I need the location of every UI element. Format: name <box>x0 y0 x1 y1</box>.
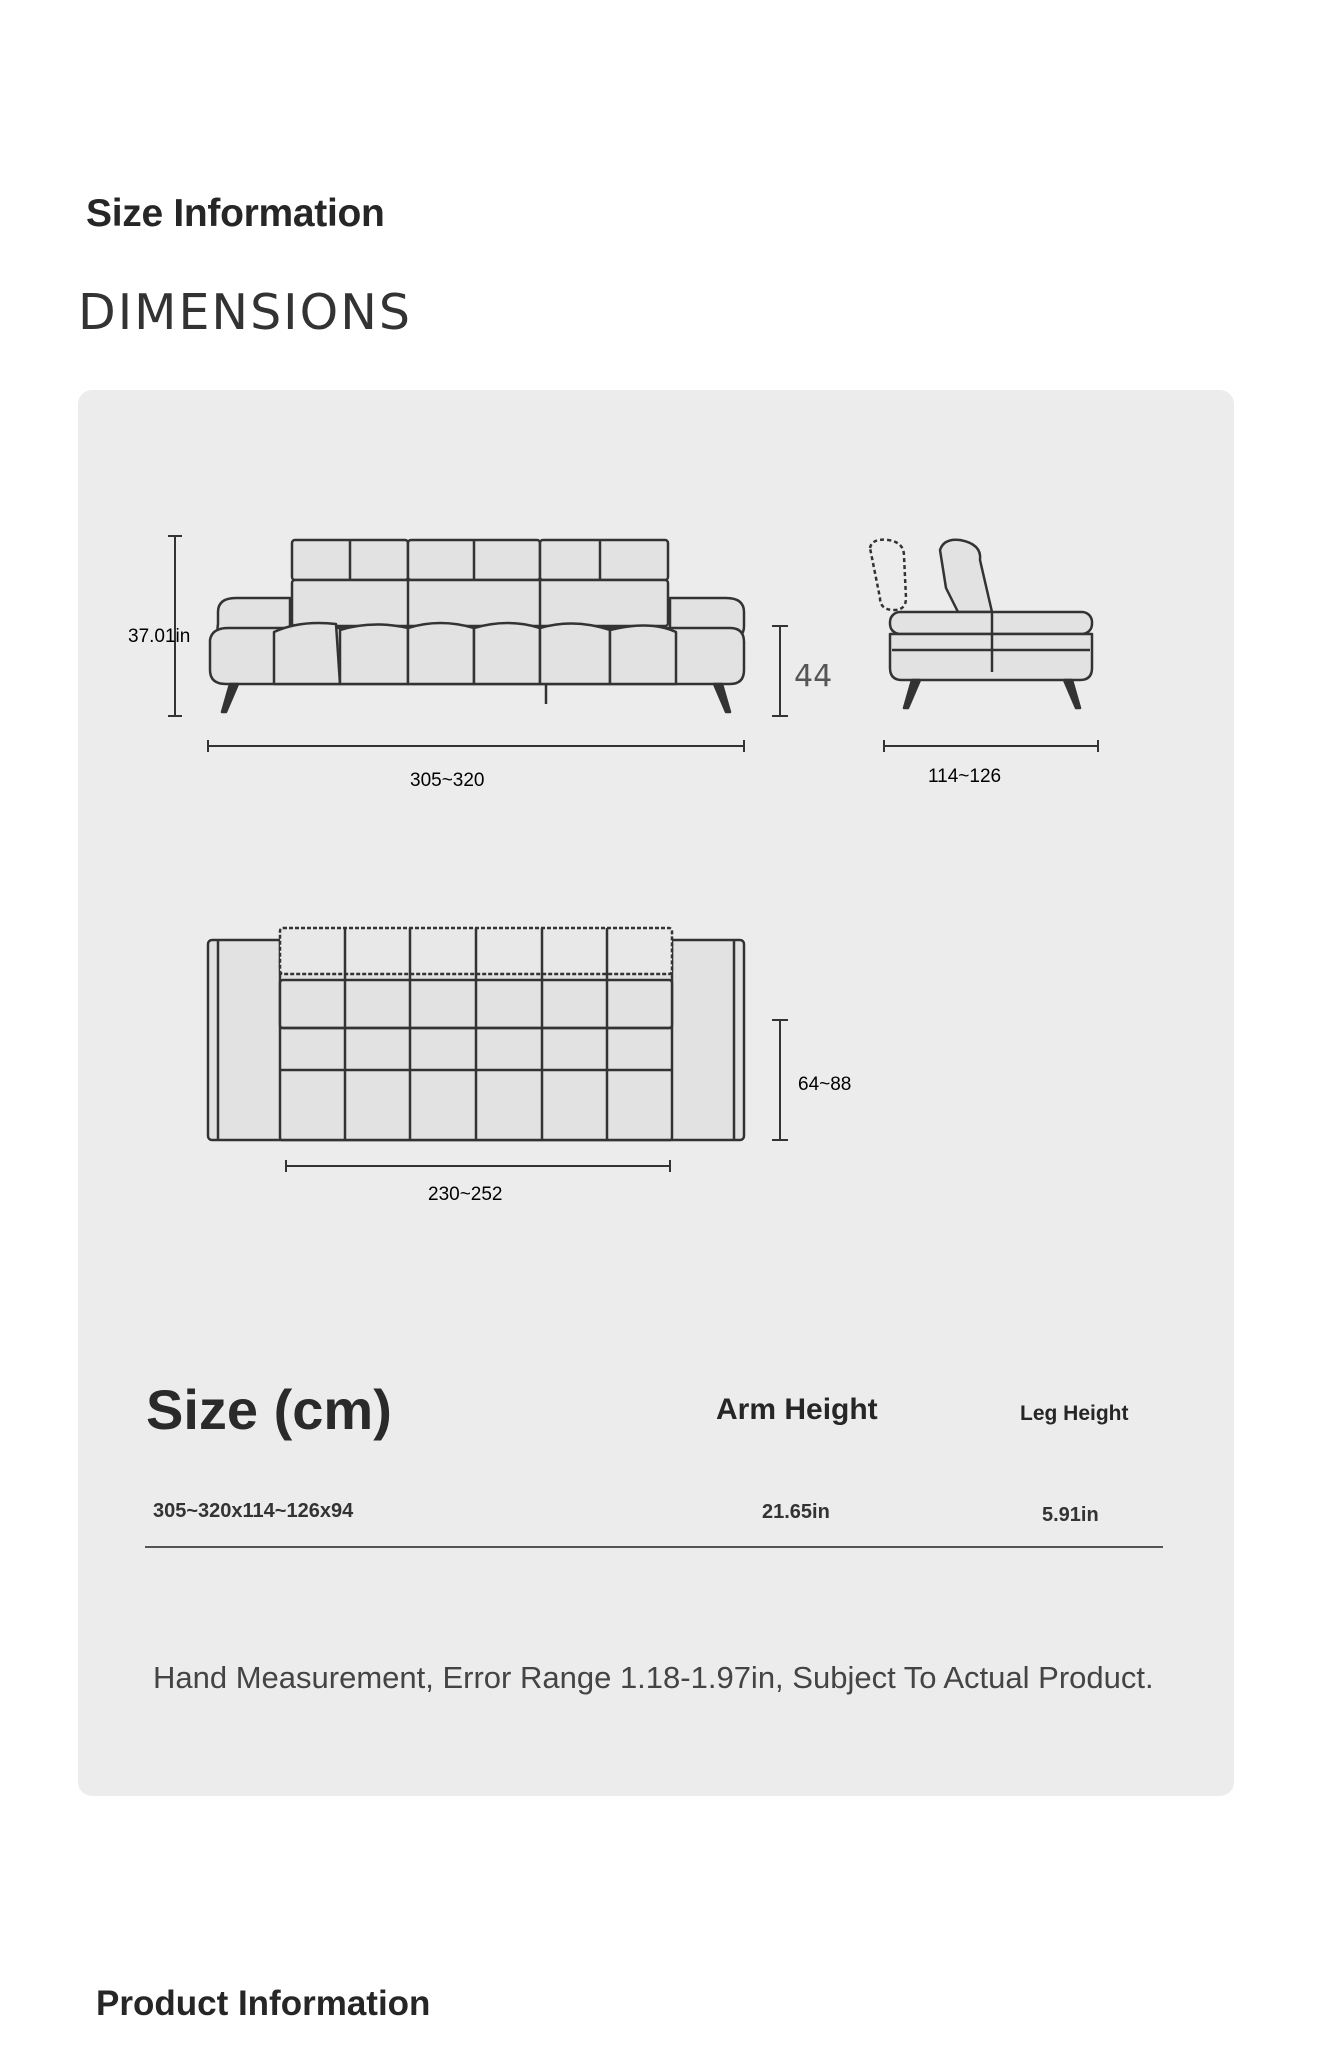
top-seat-width-label: 230~252 <box>428 1184 503 1205</box>
measurement-note: Hand Measurement, Error Range 1.18-1.97in, Subject To Actual Product. <box>153 1660 1154 1695</box>
top-depth-label: 64~88 <box>798 1074 852 1095</box>
leg-height-value: 5.91in <box>1042 1504 1099 1526</box>
front-width-label: 305~320 <box>410 770 485 791</box>
arm-height-header: Arm Height <box>716 1393 878 1426</box>
sofa-top-view <box>208 928 744 1140</box>
product-info-title: Product Information <box>96 1984 431 2023</box>
front-height-label: 37.01in <box>128 626 191 647</box>
section-title: Size Information <box>86 192 385 235</box>
side-depth-label: 114~126 <box>928 766 1002 787</box>
dimensions-heading: DIMENSIONS <box>78 284 412 341</box>
size-value: 305~320x114~126x94 <box>153 1500 354 1522</box>
seat-height-label: 44 <box>794 659 833 694</box>
size-header: Size (cm) <box>146 1378 392 1441</box>
table-divider <box>145 1546 1163 1548</box>
sofa-side-view <box>870 540 1092 708</box>
leg-height-header: Leg Height <box>1020 1402 1129 1425</box>
arm-height-value: 21.65in <box>762 1501 830 1523</box>
sofa-front-view <box>210 540 744 712</box>
